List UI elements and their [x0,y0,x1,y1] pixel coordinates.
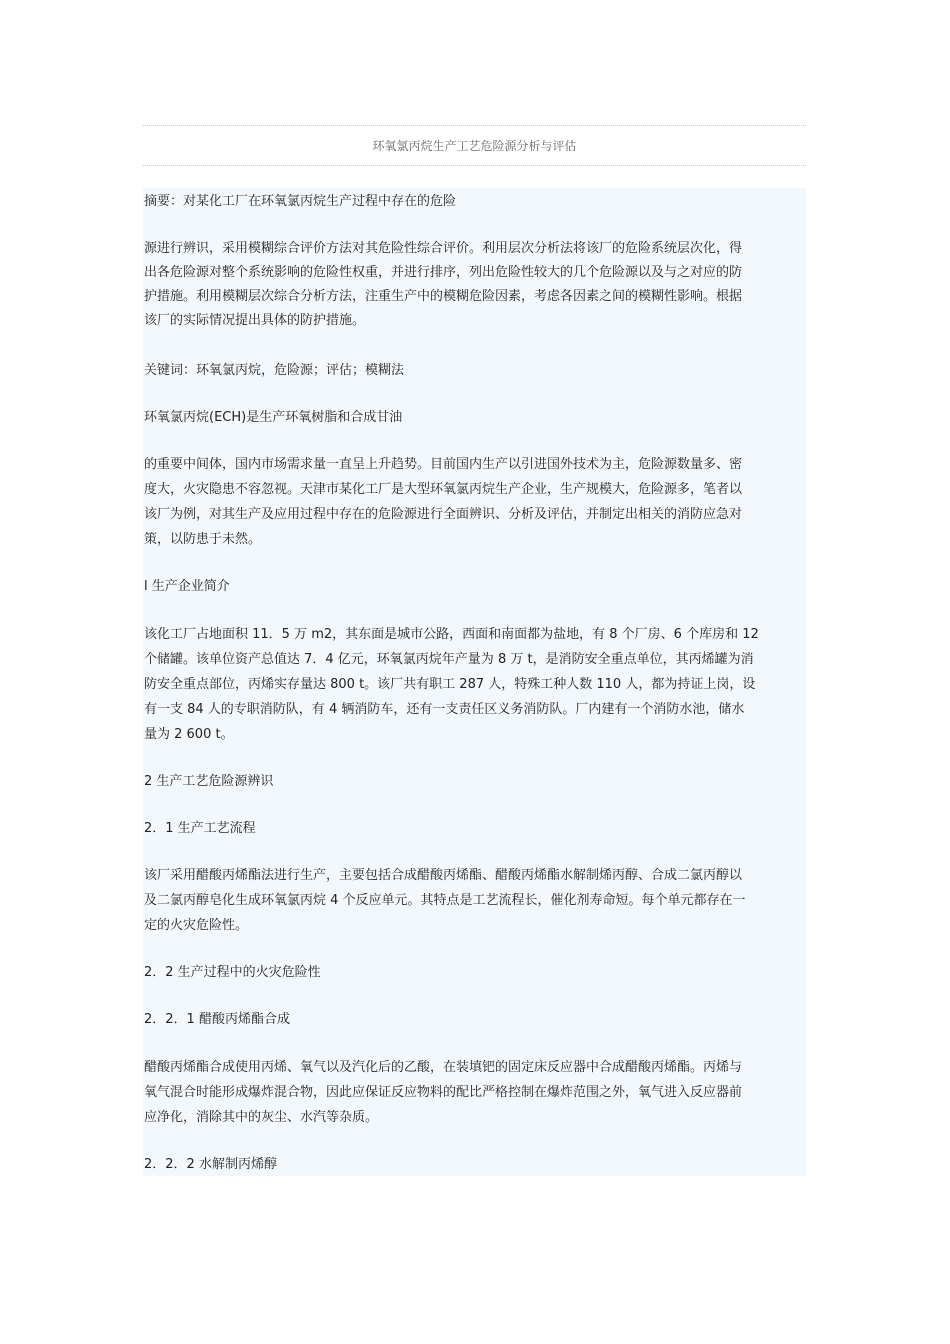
text-line: 源进行辨识，采用模糊综合评价方法对其危险性综合评价。利用层次分析法将该厂的危险系统层次化，得 [144,241,743,256]
text-line: 有一支 84 人的专职消防队，有 4 辆消防车，还有一支责任区义务消防队。厂内建有一个消防水池，储水 [144,702,745,717]
subsection-heading: 2．1 生产工艺流程 [144,821,256,836]
text-line: 醋酸丙烯酯合成使用丙烯、氧气以及汽化后的乙酸，在装填钯的固定床反应器中合成醋酸丙烯酯。丙烯与 [144,1060,743,1075]
text-line: 及二氯丙醇皂化生成环氧氯丙烷 4 个反应单元。其特点是工艺流程长，催化剂寿命短。每个单元都存在一 [144,893,746,908]
top-divider [143,125,806,126]
section-heading: 2 生产工艺危险源辨识 [144,774,274,789]
keywords-line: 关键词：环氧氯丙烷，危险源；评估；模糊法 [144,363,405,378]
text-line: 该厂采用醋酸丙烯酯法进行生产，主要包括合成醋酸丙烯酯、醋酸丙烯酯水解制烯丙醇、合成二氯丙醇以 [144,868,743,883]
section-heading: l 生产企业简介 [144,579,230,594]
text-line: 防安全重点部位，丙烯实存量达 800 t。该厂共有职工 287 人，特殊工种人数 110 人，都为持证上岗，设 [144,677,756,692]
text-line: 定的火灾危险性。 [144,918,249,933]
intro-line: 环氧氯丙烷(ECH)是生产环氧树脂和合成甘油 [144,410,403,425]
text-line: 该厂的实际情况提出具体的防护措施。 [144,313,366,328]
text-line: 该化工厂占地面积 11．5 万 m2，其东面是城市公路，西面和南面都为盐地，有 8 个厂房、6 个库房和 12 [144,627,759,642]
text-line: 个储罐。该单位资产总值达 7．4 亿元，环氧氯丙烷年产量为 8 万 t，是消防安全重点单位，其丙烯罐为消 [144,652,754,667]
text-line: 该厂为例，对其生产及应用过程中存在的危险源进行全面辨识、分析及评估，并制定出相关的消防应急对 [144,507,743,522]
subsubsection-heading: 2．2．1 醋酸丙烯酯合成 [144,1012,290,1027]
text-line: 护措施。利用模糊层次综合分析方法，注重生产中的模糊危险因素，考虑各因素之间的模糊性影响。根据 [144,289,743,304]
abstract-heading-line: 摘要：对某化工厂在环氧氯丙烷生产过程中存在的危险 [144,194,457,209]
text-line: 策，以防患于未然。 [144,532,262,547]
article-body [143,188,806,1176]
subsection-heading: 2．2 生产过程中的火灾危险性 [144,965,321,980]
document-title: 环氧氯丙烷生产工艺危险源分析与评估 [372,139,577,153]
text-line: 度大，火灾隐患不容忽视。天津市某化工厂是大型环氧氯丙烷生产企业，生产规模大，危险源多，笔者以 [144,482,743,497]
text-line: 出各危险源对整个系统影响的危险性权重，并进行排序，列出危险性较大的几个危险源以及与之对应的防 [144,265,743,280]
subsubsection-heading: 2．2．2 水解制丙烯醇 [144,1157,277,1172]
text-line: 量为 2 600 t。 [144,727,234,742]
title-divider [143,165,806,166]
text-line: 应净化，消除其中的灰尘、水汽等杂质。 [144,1110,379,1125]
text-line: 的重要中间体，国内市场需求量一直呈上升趋势。目前国内生产以引进国外技术为主，危险源数量多、密 [144,457,743,472]
text-line: 氧气混合时能形成爆炸混合物，因此应保证反应物料的配比严格控制在爆炸范围之外，氧气进入反应器前 [144,1085,743,1100]
